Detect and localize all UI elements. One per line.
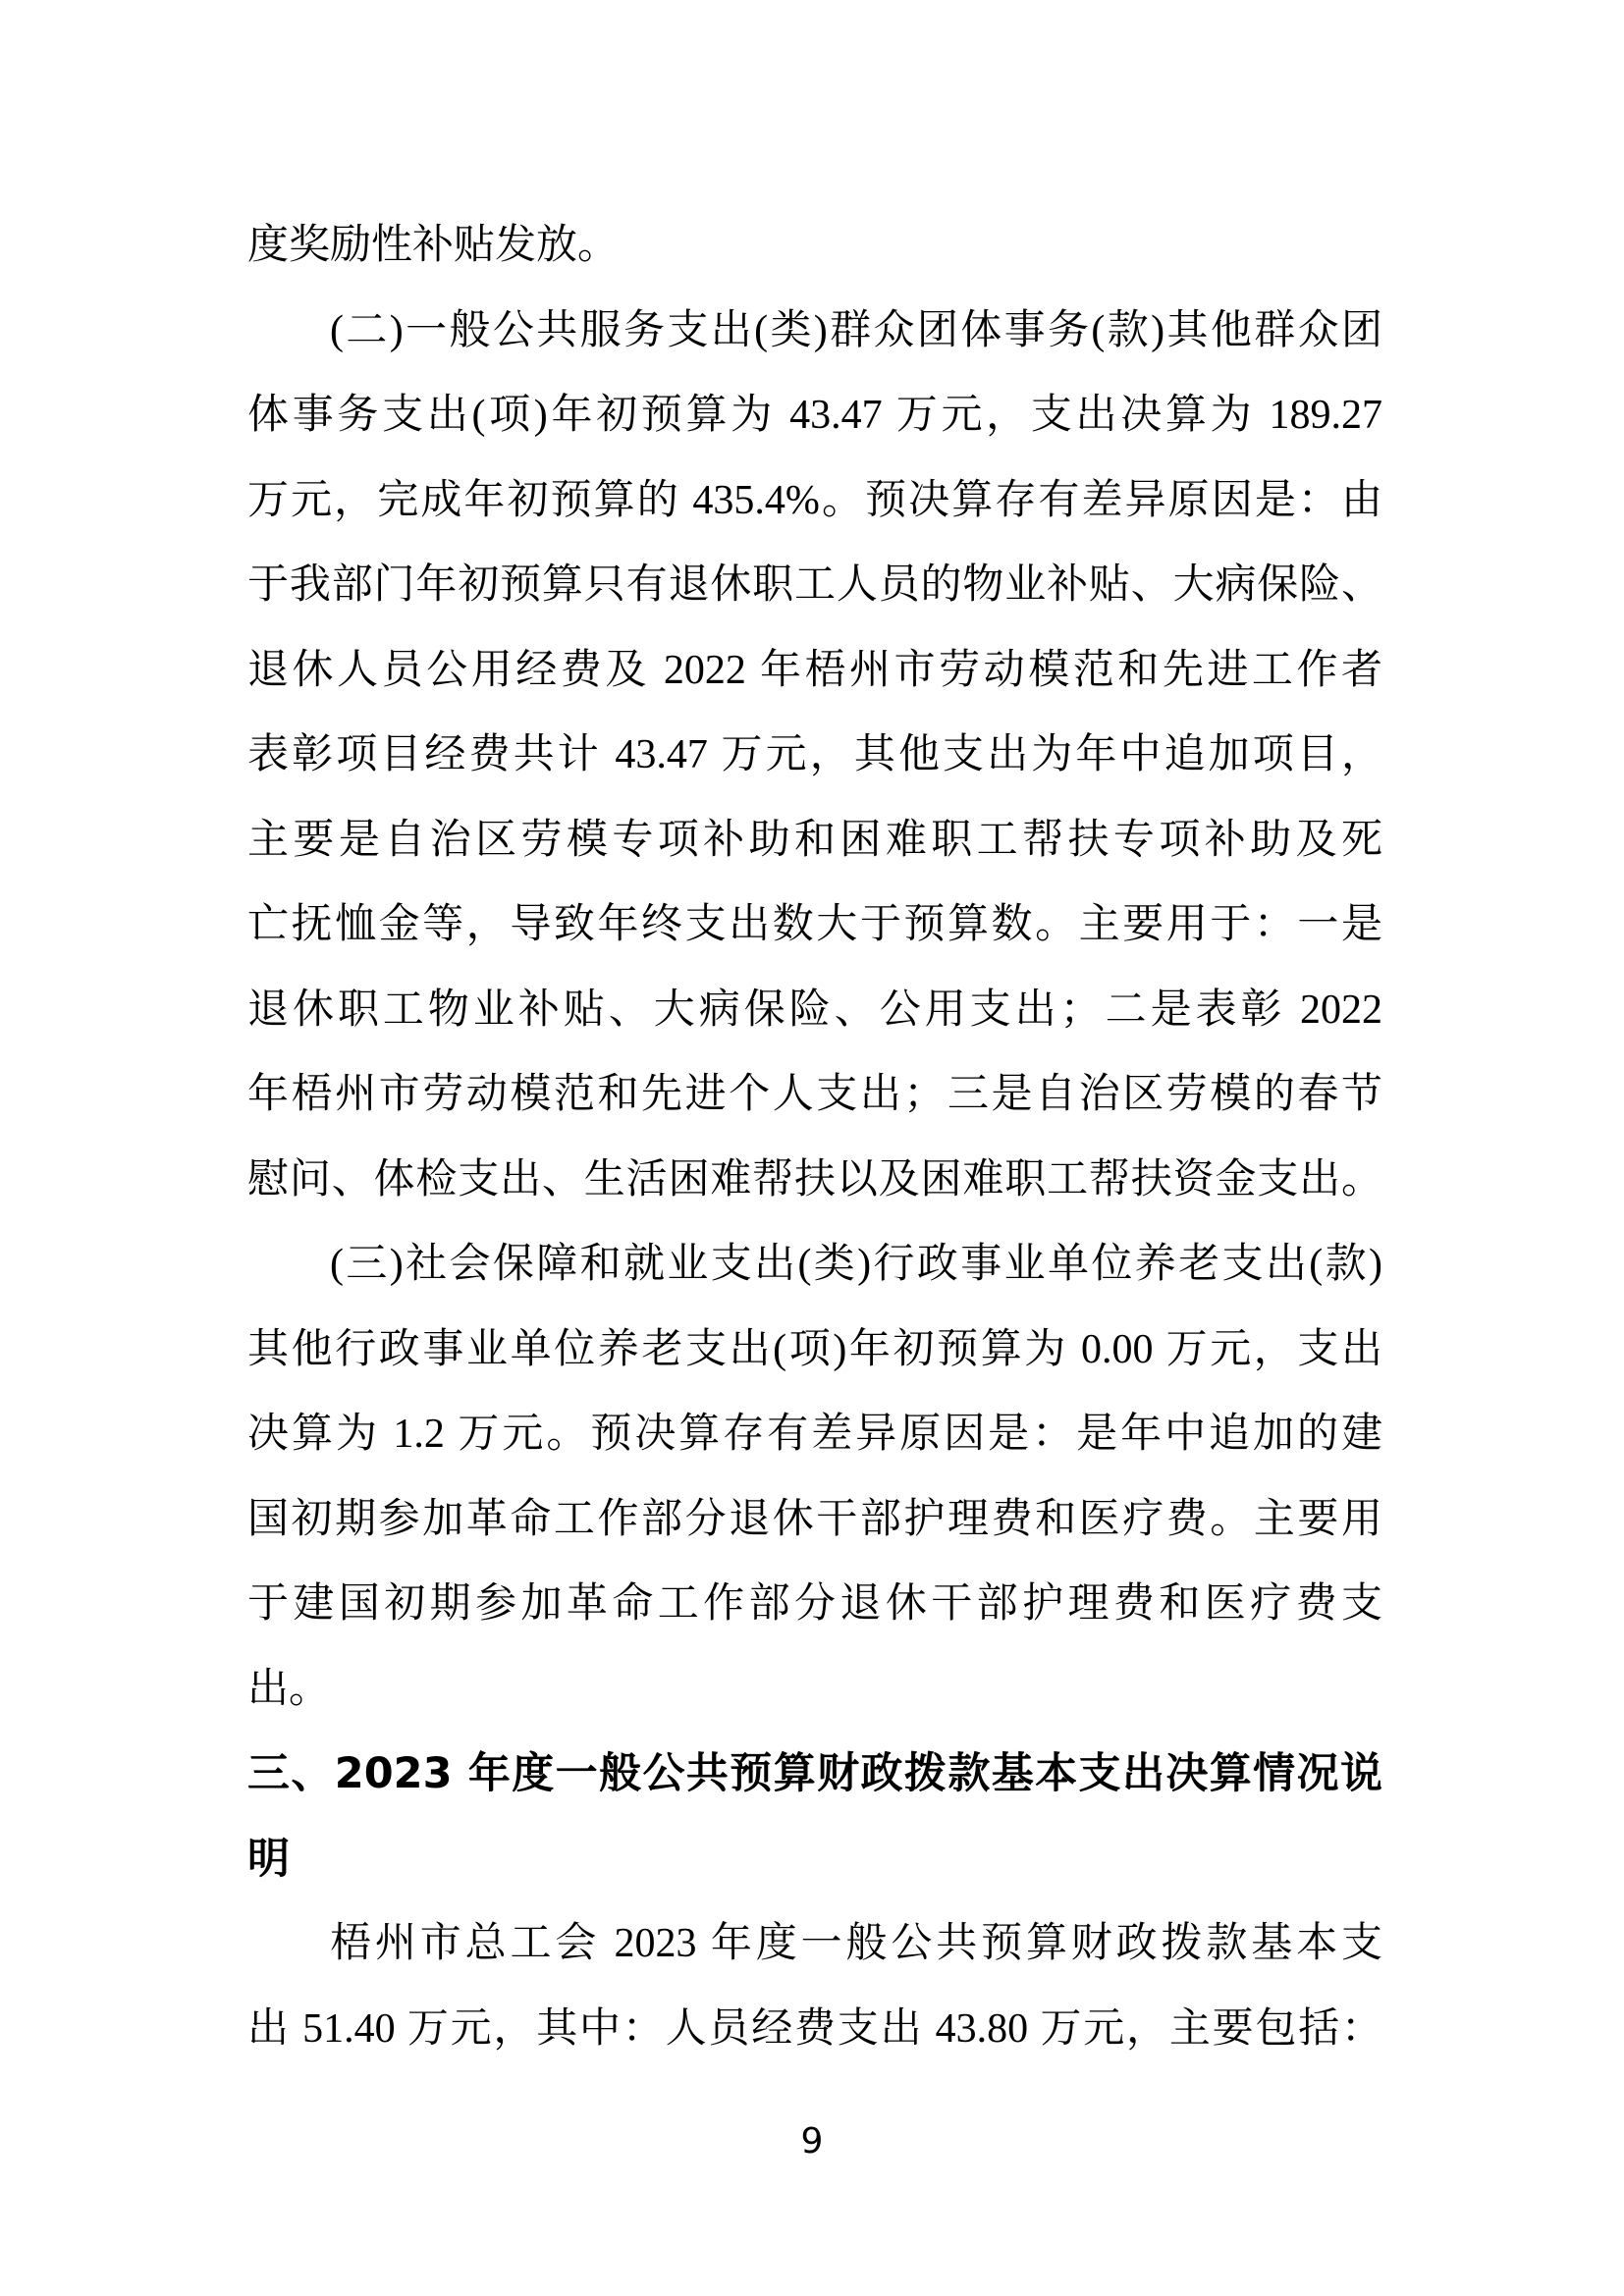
text-line: (二)一般公共服务支出(类)群众团体事务(款)其他群众团: [330, 307, 1382, 353]
paragraph: [247, 1901, 1382, 2071]
text-line: 出。: [247, 1666, 331, 1712]
text-line: 决算为 1.2 万元。预决算存有差异原因是：是年中追加的建: [247, 1412, 1382, 1457]
text-line: 年梧州市劳动模范和先进个人支出；三是自治区劳模的春节: [247, 1072, 1382, 1117]
page-number: 9: [800, 2121, 824, 2162]
text-line: 体事务支出(项)年初预算为 43.47 万元，支出决算为 189.27: [247, 393, 1382, 438]
text-line: 表彰项目经费共计 43.47 万元，其他支出为年中追加项目，: [247, 732, 1382, 777]
section-heading: [247, 1732, 1382, 1901]
text-line: 明: [247, 1834, 290, 1884]
text-line: 其他行政事业单位养老支出(项)年初预算为 0.00 万元，支出: [247, 1326, 1382, 1372]
text-line: 出 51.40 万元，其中：人员经费支出 43.80 万元，主要包括：: [247, 2005, 1382, 2052]
text-line: 三、2023 年度一般公共预算财政拨款基本支出决算情况说: [247, 1749, 1382, 1798]
text-line: 于我部门年初预算只有退休职工人员的物业补贴、大病保险、: [247, 562, 1382, 608]
text-line: 度奖励性补贴发放。: [247, 223, 620, 268]
text-line: 万元，完成年初预算的 435.4%。预决算存有差异原因是：由: [247, 477, 1382, 523]
text-line: 退休人员公用经费及 2022 年梧州市劳动模范和先进工作者: [247, 647, 1382, 693]
text-line: 于建国初期参加革命工作部分退休干部护理费和医疗费支: [247, 1581, 1382, 1627]
text-line: 国初期参加革命工作部分退休干部护理费和医疗费。主要用: [247, 1496, 1382, 1542]
text-line: 慰问、体检支出、生活困难帮扶以及困难职工帮扶资金支出。: [247, 1156, 1382, 1202]
text-line: 退休职工物业补贴、大病保险、公用支出；二是表彰 2022: [247, 987, 1382, 1033]
paragraph: [247, 1222, 1382, 1732]
text-line: 梧州市总工会 2023 年度一般公共预算财政拨款基本支: [330, 1921, 1382, 1966]
text-line: 主要是自治区劳模专项补助和困难职工帮扶专项补助及死: [247, 817, 1382, 863]
text-line: 亡抚恤金等，导致年终支出数大于预算数。主要用于：一是: [247, 902, 1382, 947]
document-body: [247, 203, 1382, 2071]
page-footer: [0, 2120, 1624, 2163]
text-line: (三)社会保障和就业支出(类)行政事业单位养老支出(款): [330, 1242, 1382, 1287]
paragraph: [247, 203, 1382, 289]
paragraph: [247, 289, 1382, 1223]
